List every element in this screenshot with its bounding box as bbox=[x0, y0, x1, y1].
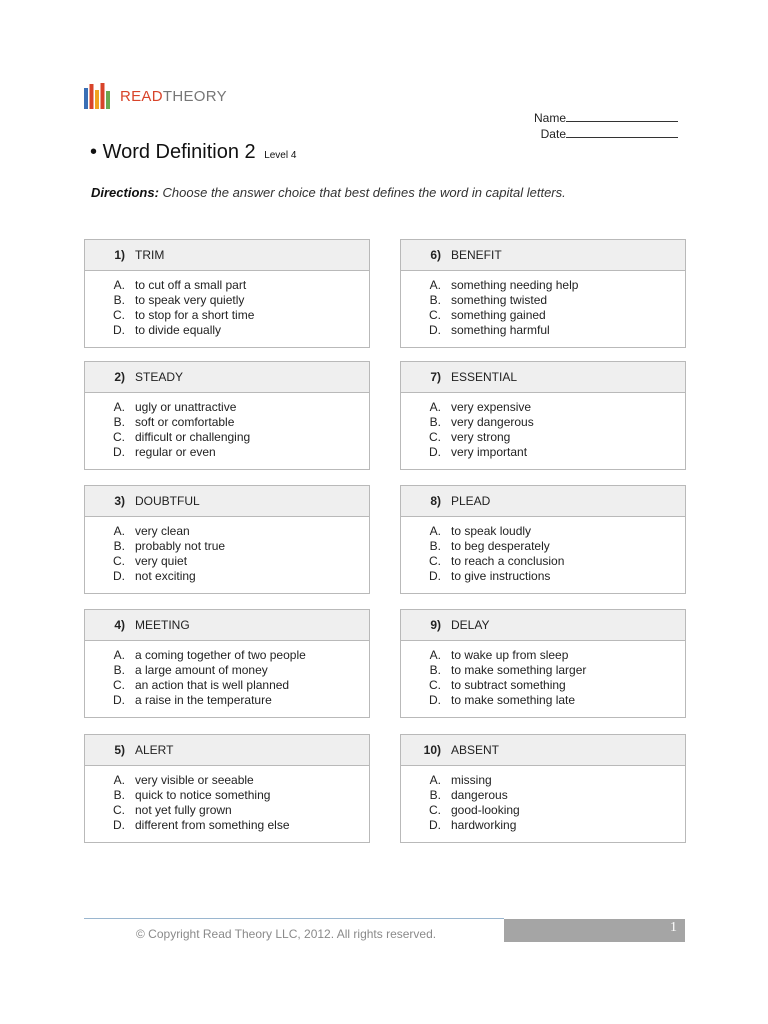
answer-choices bbox=[401, 271, 685, 347]
answer-choice[interactable] bbox=[401, 773, 685, 788]
choice-letter: B. bbox=[113, 788, 125, 802]
choice-letter: A. bbox=[113, 648, 125, 662]
choice-letter: B. bbox=[429, 788, 441, 802]
answer-choice[interactable] bbox=[85, 415, 369, 430]
choice-letter: D. bbox=[113, 323, 125, 337]
answer-choice[interactable] bbox=[85, 278, 369, 293]
choice-text: regular or even bbox=[135, 445, 216, 459]
name-label: Name bbox=[533, 111, 566, 125]
answer-choice[interactable] bbox=[401, 415, 685, 430]
answer-choice[interactable] bbox=[401, 818, 685, 833]
answer-choice[interactable] bbox=[85, 323, 369, 338]
choice-text: a raise in the temperature bbox=[135, 693, 272, 707]
choice-letter: A. bbox=[113, 524, 125, 538]
question-header bbox=[85, 362, 369, 393]
name-field[interactable] bbox=[534, 110, 678, 126]
page-title bbox=[90, 141, 296, 164]
choice-letter: C. bbox=[113, 554, 125, 568]
choice-letter: D. bbox=[429, 323, 441, 337]
answer-choice[interactable] bbox=[85, 663, 369, 678]
choice-text: to make something larger bbox=[451, 663, 587, 677]
answer-choice[interactable] bbox=[85, 803, 369, 818]
choice-letter: B. bbox=[429, 293, 441, 307]
choice-letter: C. bbox=[429, 308, 441, 322]
answer-choices bbox=[401, 766, 685, 842]
choice-text: something harmful bbox=[451, 323, 550, 337]
question-word: DOUBTFUL bbox=[135, 494, 200, 508]
question-number: 1) bbox=[114, 248, 125, 262]
choice-text: very important bbox=[451, 445, 528, 459]
answer-choice[interactable] bbox=[401, 788, 685, 803]
answer-choice[interactable] bbox=[401, 278, 685, 293]
page-number: 1 bbox=[670, 920, 677, 935]
directions bbox=[91, 185, 566, 200]
answer-choices bbox=[401, 517, 685, 593]
choice-text: very clean bbox=[135, 524, 190, 538]
question-number: 8) bbox=[430, 494, 441, 508]
answer-choice[interactable] bbox=[401, 663, 685, 678]
answer-choices bbox=[85, 271, 369, 347]
books-icon bbox=[83, 82, 113, 110]
date-field[interactable] bbox=[534, 126, 678, 142]
logo-read: READ bbox=[120, 87, 163, 105]
choice-text: ugly or unattractive bbox=[135, 400, 237, 414]
question-card bbox=[400, 734, 686, 843]
choice-letter: D. bbox=[113, 693, 125, 707]
choice-letter: C. bbox=[429, 430, 441, 444]
question-word: PLEAD bbox=[451, 494, 491, 508]
answer-choice[interactable] bbox=[85, 693, 369, 708]
choice-text: not exciting bbox=[135, 569, 196, 583]
choice-text: to speak loudly bbox=[451, 524, 532, 538]
choice-text: a coming together of two people bbox=[135, 648, 306, 662]
question-word: MEETING bbox=[135, 618, 190, 632]
choice-text: hardworking bbox=[451, 818, 517, 832]
choice-letter: D. bbox=[113, 445, 125, 459]
choice-letter: B. bbox=[113, 293, 125, 307]
question-number: 9) bbox=[430, 618, 441, 632]
choice-text: to cut off a small part bbox=[135, 278, 247, 292]
question-header bbox=[85, 486, 369, 517]
choice-text: good-looking bbox=[451, 803, 520, 817]
choice-text: difficult or challenging bbox=[135, 430, 251, 444]
choice-letter: A. bbox=[429, 524, 441, 538]
question-number: 10) bbox=[423, 743, 441, 757]
question-word: ALERT bbox=[135, 743, 174, 757]
choice-text: something needing help bbox=[451, 278, 579, 292]
question-header bbox=[401, 735, 685, 766]
question-number: 6) bbox=[430, 248, 441, 262]
answer-choice[interactable] bbox=[401, 569, 685, 584]
question-card bbox=[84, 609, 370, 718]
question-card bbox=[400, 239, 686, 348]
choice-text: to give instructions bbox=[451, 569, 551, 583]
choice-letter: B. bbox=[429, 663, 441, 677]
choice-text: something twisted bbox=[451, 293, 548, 307]
answer-choices bbox=[401, 393, 685, 469]
question-header bbox=[85, 240, 369, 271]
question-word: ESSENTIAL bbox=[451, 370, 518, 384]
answer-choices bbox=[85, 517, 369, 593]
choice-text: something gained bbox=[451, 308, 546, 322]
choice-text: dangerous bbox=[451, 788, 508, 802]
choice-letter: A. bbox=[113, 278, 125, 292]
choice-letter: C. bbox=[113, 678, 125, 692]
footer-rule bbox=[84, 918, 504, 919]
question-number: 5) bbox=[114, 743, 125, 757]
choice-text: to speak very quietly bbox=[135, 293, 245, 307]
answer-choice[interactable] bbox=[85, 788, 369, 803]
answer-choice[interactable] bbox=[85, 445, 369, 460]
name-date-block bbox=[534, 110, 678, 142]
choice-text: quick to notice something bbox=[135, 788, 271, 802]
answer-choice[interactable] bbox=[85, 678, 369, 693]
answer-choice[interactable] bbox=[401, 308, 685, 323]
answer-choice[interactable] bbox=[401, 693, 685, 708]
answer-choice[interactable] bbox=[401, 430, 685, 445]
choice-letter: D. bbox=[113, 569, 125, 583]
answer-choice[interactable] bbox=[401, 678, 685, 693]
answer-choice[interactable] bbox=[401, 524, 685, 539]
answer-choice[interactable] bbox=[401, 539, 685, 554]
answer-choice[interactable] bbox=[85, 524, 369, 539]
logo-theory: THEORY bbox=[162, 87, 227, 105]
question-card bbox=[400, 361, 686, 470]
answer-choices bbox=[85, 393, 369, 469]
answer-choice[interactable] bbox=[401, 293, 685, 308]
answer-choices bbox=[401, 641, 685, 717]
directions-label: Directions: bbox=[91, 185, 159, 200]
title-text: Word Definition 2 bbox=[102, 141, 256, 163]
answer-choice[interactable] bbox=[401, 803, 685, 818]
question-header bbox=[401, 362, 685, 393]
copyright-text: © Copyright Read Theory LLC, 2012. All rights reserved. bbox=[136, 927, 437, 941]
choice-text: to stop for a short time bbox=[135, 308, 255, 322]
name-blank[interactable] bbox=[566, 110, 678, 122]
answer-choice[interactable] bbox=[85, 293, 369, 308]
directions-text: Choose the answer choice that best defines the word in capital letters. bbox=[158, 185, 566, 200]
question-card bbox=[84, 239, 370, 348]
choice-text: to wake up from sleep bbox=[451, 648, 569, 662]
question-word: STEADY bbox=[135, 370, 184, 384]
answer-choice[interactable] bbox=[85, 648, 369, 663]
answer-choice[interactable] bbox=[401, 554, 685, 569]
answer-choice[interactable] bbox=[401, 445, 685, 460]
question-card bbox=[400, 609, 686, 718]
question-word: ABSENT bbox=[451, 743, 500, 757]
question-number: 7) bbox=[430, 370, 441, 384]
choice-letter: B. bbox=[113, 539, 125, 553]
question-card bbox=[84, 485, 370, 594]
choice-letter: D. bbox=[113, 818, 125, 832]
choice-text: missing bbox=[451, 773, 492, 787]
question-header bbox=[401, 610, 685, 641]
question-number: 2) bbox=[114, 370, 125, 384]
question-card bbox=[84, 361, 370, 470]
question-number: 3) bbox=[114, 494, 125, 508]
question-card bbox=[84, 734, 370, 843]
choice-letter: A. bbox=[429, 773, 441, 787]
choice-letter: C. bbox=[113, 803, 125, 817]
question-word: BENEFIT bbox=[451, 248, 502, 262]
choice-letter: B. bbox=[429, 539, 441, 553]
choice-letter: A. bbox=[113, 400, 125, 414]
logo-wordmark bbox=[120, 88, 227, 105]
answer-choice[interactable] bbox=[401, 323, 685, 338]
answer-choice[interactable] bbox=[85, 554, 369, 569]
choice-text: very expensive bbox=[451, 400, 532, 414]
question-word: TRIM bbox=[135, 248, 165, 262]
answer-choice[interactable] bbox=[85, 430, 369, 445]
answer-choice[interactable] bbox=[85, 308, 369, 323]
choice-letter: A. bbox=[429, 278, 441, 292]
choice-letter: C. bbox=[429, 803, 441, 817]
choice-text: to subtract something bbox=[451, 678, 566, 692]
choice-text: to reach a conclusion bbox=[451, 554, 565, 568]
question-header bbox=[85, 610, 369, 641]
answer-choice[interactable] bbox=[401, 648, 685, 663]
answer-choice[interactable] bbox=[401, 400, 685, 415]
choice-text: not yet fully grown bbox=[135, 803, 232, 817]
page-number-box bbox=[504, 919, 685, 942]
question-header bbox=[401, 486, 685, 517]
question-word: DELAY bbox=[451, 618, 490, 632]
level-label: Level 4 bbox=[264, 150, 297, 161]
answer-choice[interactable] bbox=[85, 773, 369, 788]
choice-letter: A. bbox=[113, 773, 125, 787]
choice-text: to divide equally bbox=[135, 323, 222, 337]
question-card bbox=[400, 485, 686, 594]
choice-text: to make something late bbox=[451, 693, 576, 707]
answer-choice[interactable] bbox=[85, 818, 369, 833]
choice-letter: C. bbox=[113, 430, 125, 444]
answer-choice[interactable] bbox=[85, 539, 369, 554]
choice-text: very quiet bbox=[135, 554, 188, 568]
answer-choice[interactable] bbox=[85, 569, 369, 584]
answer-choices bbox=[85, 766, 369, 842]
question-header bbox=[85, 735, 369, 766]
answer-choices bbox=[85, 641, 369, 717]
date-blank[interactable] bbox=[566, 126, 678, 138]
choice-text: different from something else bbox=[135, 818, 290, 832]
choice-letter: D. bbox=[429, 693, 441, 707]
choice-text: probably not true bbox=[135, 539, 226, 553]
choice-letter: D. bbox=[429, 569, 441, 583]
question-number: 4) bbox=[114, 618, 125, 632]
choice-text: an action that is well planned bbox=[135, 678, 290, 692]
choice-text: very strong bbox=[451, 430, 511, 444]
choice-text: very dangerous bbox=[451, 415, 534, 429]
choice-letter: A. bbox=[429, 400, 441, 414]
date-label: Date bbox=[540, 127, 566, 141]
choice-letter: C. bbox=[429, 678, 441, 692]
choice-letter: D. bbox=[429, 445, 441, 459]
answer-choice[interactable] bbox=[85, 400, 369, 415]
title-bullet: • bbox=[90, 141, 98, 163]
readtheory-logo bbox=[83, 82, 227, 110]
choice-text: to beg desperately bbox=[451, 539, 550, 553]
choice-text: soft or comfortable bbox=[135, 415, 235, 429]
choice-letter: B. bbox=[429, 415, 441, 429]
choice-letter: C. bbox=[429, 554, 441, 568]
question-header bbox=[401, 240, 685, 271]
choice-letter: B. bbox=[113, 663, 125, 677]
choice-letter: A. bbox=[429, 648, 441, 662]
choice-text: a large amount of money bbox=[135, 663, 268, 677]
choice-text: very visible or seeable bbox=[135, 773, 254, 787]
choice-letter: B. bbox=[113, 415, 125, 429]
choice-letter: D. bbox=[429, 818, 441, 832]
choice-letter: C. bbox=[113, 308, 125, 322]
